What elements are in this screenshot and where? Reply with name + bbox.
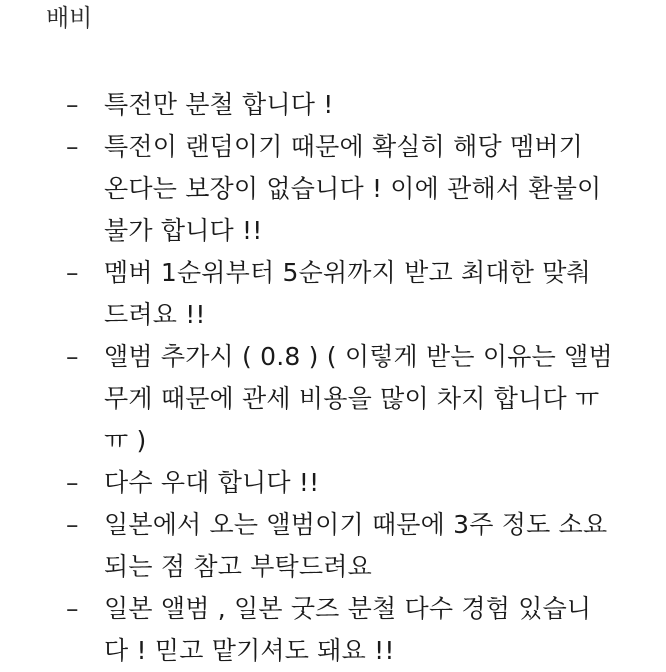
- list-item-text: 일본 앨범 , 일본 굿즈 분철 다수 경험 있습니 다 ! 믿고 맡기셔도 돼요 !!: [104, 594, 592, 665]
- bullet-list: [66, 84, 646, 672]
- list-item: [66, 462, 646, 504]
- dash-bullet-icon: –: [66, 342, 79, 371]
- dash-bullet-icon: –: [66, 468, 79, 497]
- dash-bullet-icon: –: [66, 132, 79, 161]
- dash-bullet-icon: –: [66, 258, 79, 287]
- list-item: [66, 126, 646, 252]
- list-item: [66, 252, 646, 336]
- list-item-text: 앨범 추가시 ( 0.8 ) ( 이렇게 받는 이유는 앨범 무게 때문에 관세 비용을 많이 차지 합니다 ㅠ ㅠ ): [104, 342, 613, 455]
- list-item: [66, 588, 646, 672]
- list-item: [66, 336, 646, 462]
- list-item: [66, 504, 646, 588]
- list-item: [66, 84, 646, 126]
- list-item-text: 멤버 1순위부터 5순위까지 받고 최대한 맞춰 드려요 !!: [104, 258, 591, 329]
- list-item-text: 특전만 분철 합니다 !: [104, 90, 334, 119]
- note-title: 배비: [46, 4, 93, 32]
- dash-bullet-icon: –: [66, 594, 79, 623]
- dash-bullet-icon: –: [66, 510, 79, 539]
- list-item-text: 다수 우대 합니다 !!: [104, 468, 320, 497]
- dash-bullet-icon: –: [66, 90, 79, 119]
- list-item-text: 일본에서 오는 앨범이기 때문에 3주 정도 소요 되는 점 참고 부탁드려요: [104, 510, 608, 581]
- list-item-text: 특전이 랜덤이기 때문에 확실히 해당 멤버기 온다는 보장이 없습니다 ! 이에 관해서 환불이 불가 합니다 !!: [104, 132, 602, 245]
